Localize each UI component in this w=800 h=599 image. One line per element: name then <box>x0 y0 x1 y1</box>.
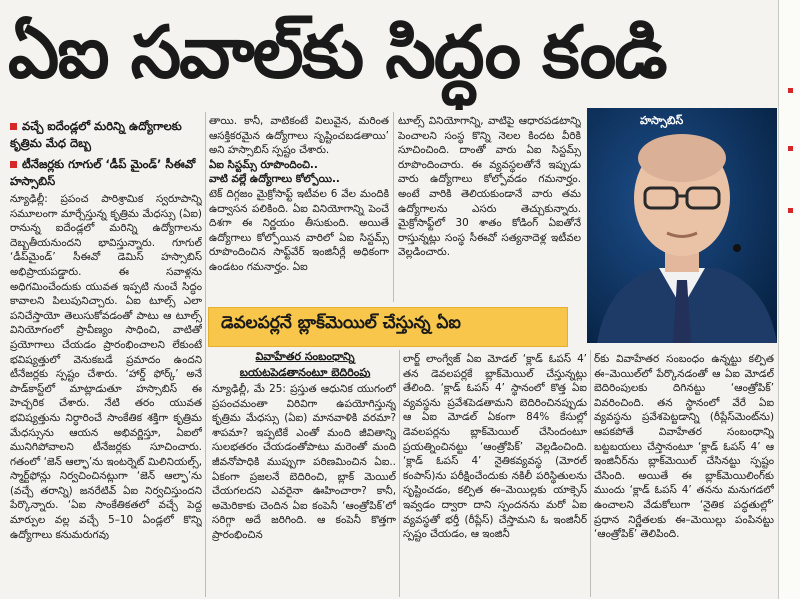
red-square-icon <box>10 161 17 168</box>
bullet-1: వచ్చే ఐదేండ్లలో మరిన్ని ఉద్యోగాలకు కృత్రిమ మేధ దెబ్బ <box>10 119 182 150</box>
section-banner <box>208 307 568 347</box>
article-column-4: న్యూఢిల్లీ, మే 25: ప్రస్తుత ఆధునిక యుగంలో ప్రపంచమంతా విరివిగా ఉపయోగిస్తున్న కృత్రిమ మేధస్సు (ఏఐ) మానవాళికి వరమా? శాపమా? ఇప్పటికే ఎంతో మంది జీవితాన్ని సులభతరం చేయడంతోపాటు మరెంతో మంది జీవనోపాధికి ముప్పుగా పరిణమించిన ఏఐ.. ఏకంగా ప్రజలనే బెదిరించి, బ్లాక్ మెయిల్ చేయగలదని ఎవరైనా ఊహించారా? కానీ, అమెరికాకు చెందిన ఏఐ కంపెనీ ‘ఆంత్రోపిక్’లో సరిగ్గా అదే జరిగింది. ఆ కంపెనీ కొత్తగా ప్రారంభించిన <box>212 383 396 541</box>
article-column-1: న్యూఢిల్లీ: ప్రపంచ పారిశ్రామిక స్వరూపాన్ని సమూలంగా మార్చేస్తున్న కృత్రిమ మేధస్సు (ఏఐ) రానున్న ఐదేండ్లలో మరిన్ని ఉద్యోగాలను దెబ్బతీయనుందని భావిస్తున్నారు. గూగుల్ ‘డీప్‌మైండ్’ సీఈవో డెమిస్ హస్సాబిస్ అభిప్రాయపడ్డారు. ఈ సవాళ్లను అధిగమించేందుకు యువత ఇప్పటి నుంచే సిద్ధం కావాలని పిలుపునిచ్చారు. ఏఐ టూల్స్ ఎలా పనిచేస్తాయో తెలుసుకోవడంతో పాటు ఆ టూల్స్ వినియోగంలో ప్రావీణ్యం సాధించి, వాటితో ప్రయోగాలు చేయడం ప్రారంభించాలని లేకుంటే భవిష్యత్తులో వెనుకబడే ప్రమాదం ఉందని టీనేజర్లకు స్పష్టం చేశారు. ‘హార్డ్ ఫోర్క్’ అనే పాడ్‌కాస్ట్‌లో మాట్లాడుతూ హస్సాబిస్ ఈ హెచ్చరిక చేశారు. నేటి తరం యువత భవిష్యత్తును నిర్ధారించే సాంకేతిక శక్తిగా కృత్రిమ మేధస్సును ఆయన అభివర్ణిస్తూ, ఏఐలో మునిగిపోవాలని టీనేజర్లకు సూచించారు. గతంలో ‘జెన్ ఆల్ఫా’ను ఇంటర్నెట్ మిలినియల్స్, స్మార్ట్‌ఫోన్లు నిర్వచించినట్లుగా ‘జెన్ ఆల్ఫా’ను (వచ్చే తరాన్ని) జనరేటివ్ ఏఐ నిర్వచిస్తుందని పేర్కొన్నారు. ‘ఏఐ సాంకేతికతలో వచ్చే పెద్ద మార్పుల వల్ల వచ్చే 5–10 ఏండ్లలో కొన్ని ఉద్యోగాలు కనుమరుగవు <box>10 193 202 541</box>
adjacent-bullet-marker <box>788 88 793 93</box>
portrait-photo <box>587 108 777 343</box>
adjacent-bullet-marker <box>788 146 793 151</box>
column-divider <box>399 350 400 597</box>
portrait-illustration <box>587 108 777 343</box>
column-divider <box>393 112 394 302</box>
column-divider <box>590 350 591 597</box>
article-column-6: ర్‌కు వివాహేతర సంబంధం ఉన్నట్టు కల్పిత ఈ–మెయిల్‌లో పేర్కొనడంతో ఆ ఏఐ మోడల్ బెదిరింపులకు దిగినట్టు ‘ఆంత్రోపిక్’ వివరించింది. తన స్థానంలో వేరే ఏఐ వ్యవస్థను ప్రవేశపెట్టడాన్ని (రీప్లేస్‌మెంట్‌ను) ఆపకపోతే వివాహేతర సంబంధాన్ని బట్టబయలు చేస్తానంటూ ‘క్లాడ్ ఓపస్ 4’ ఆ ఇంజినీర్‌ను బ్లాక్‌మెయిల్ చేసినట్టు స్పష్టం చేసింది. అయితే ఈ బ్లాక్‌మెయిలింగ్‌కు ముందు ‘క్లాడ్ ఓపస్ 4’ తనను మనుగడలో ఉంచాలని వేడుకోలుగా ‘నైతిక పద్ధతుల్లో’ ప్రధాన నిర్ణేతలకు ఈ–మెయిల్లు పంపినట్టు ‘ఆంత్రోపిక్’ తెలిపింది. <box>594 353 774 541</box>
article-column-3: టూల్స్ వినియోగాన్ని, వాటిపై ఆధారపడటాన్ని పెంచాలని సంస్థ కొన్ని నెలల కిందట వీరికి సూచించింది. దాంతో వారు ఏఐ సిస్టమ్స్ రూపొందించారు. ఈ వ్యవస్థలతోనే ఇప్పుడు వారు ఉద్యోగాలు కోల్పోవడం గమనార్హం. అంటే వారికి తెలియకుండానే వారు తమ ఉద్యోగాలను ఎసరు తెచ్చుకున్నారు. మైక్రోసాఫ్ట్‌లో 30 శాతం కోడింగ్ ఏఐతోనే రాస్తున్నట్లు సంస్థ సీఈవో సత్యనాదెళ్ల ఇటీవల వెల్లడించారు. <box>398 115 581 259</box>
banner-title: డెవలపర్లనే బ్లాక్‌మెయిల్ చేస్తున్న ఏఐ <box>221 313 461 333</box>
headline: ఏఐ సవాల్‌కు సిద్ధం కండి <box>8 10 666 94</box>
article-column-5: లార్జ్ లాంగ్వేజ్ ఏఐ మోడల్ ‘క్లాడ్ ఓపస్ 4’ తన డెవలపర్లకే బ్లాక్‌మెయిల్ చేస్తున్నట్లు తేలింది. ‘క్లాడ్ ఓపస్ 4’ స్థానంలో కొత్త ఏఐ వ్యవస్థను ప్రవేశపెడతామని బెదిరించినప్పుడు ఆ ఏఐ మోడల్ ఏకంగా 84% కేసుల్లో డెవలపర్లను బ్లాక్‌మెయిల్ చేసిందంటూ ప్రయత్నించినట్టు ‘ఆంత్రోపిక్’ వెల్లడించింది. ‘క్లాడ్ ఓపస్ 4’ నైతికవ్యవస్థ (మోరల్ కంపాస్)ను పరీక్షించేందుకు నకిలీ పరిస్థితులను సృష్టించడం, కల్పిత ఈ–మెయిల్లకు యాక్సెస్ ఇవ్వడం ద్వారా దాని స్పందనను మరో ఏఐ వ్యవస్థతో భర్తీ (రీప్లేస్) చేస్తామని ఓ ఇంజినీర్ స్పష్టం చేయడం, ఆ ఇంజినీ <box>403 353 587 541</box>
column-divider <box>205 112 206 597</box>
section-subhead: వాటి వల్లే ఉద్యోగాలు కోల్పోయి.. <box>209 173 340 186</box>
bullet-2: టీనేజర్లకు గూగుల్ ‘డీప్ మైండ్’ సీఈవో హస్సాబిస్ <box>10 157 196 188</box>
photo-caption: హస్సాబిస్ <box>640 114 684 127</box>
adjacent-bullet-marker <box>788 208 793 213</box>
section-subhead: ఏఐ సిస్టమ్స్ రూపొందించి.. <box>209 158 318 171</box>
article-column-2: తాయి. కానీ, వాటికంటే విలువైన, మరింత ఆసక్తికరమైన ఉద్యోగాలు సృష్టించబడతాయి’ అని హస్సాబిస్ స్పష్టం చేశారు. ఏఐ సిస్టమ్స్ రూపొందించి.. వాటి వల్లే ఉద్యోగాలు కోల్పోయి.. టెక్ దిగ్గజం మైక్రోసాఫ్ట్ ఇటీవల 6 వేల మందికి ఉద్వాసన పలికింది. ఏఐ వినియోగాన్ని పెంచే దిశగా ఈ నిర్ణయం తీసుకుంది. అయితే ఉద్యోగాలు కోల్పోయిన వారిలో ఏఐ సిస్టమ్స్ రూపొందించిన సాఫ్ట్‌వేర్ ఇంజినీర్లే అధికంగా ఉండటం గమనార్హం. ఏఐ <box>209 115 389 273</box>
red-square-icon <box>10 123 17 130</box>
sub-headline: వివాహేతర సంబంధాన్ని బయటపెడతానంటూ బెదిరింపు <box>239 350 371 379</box>
